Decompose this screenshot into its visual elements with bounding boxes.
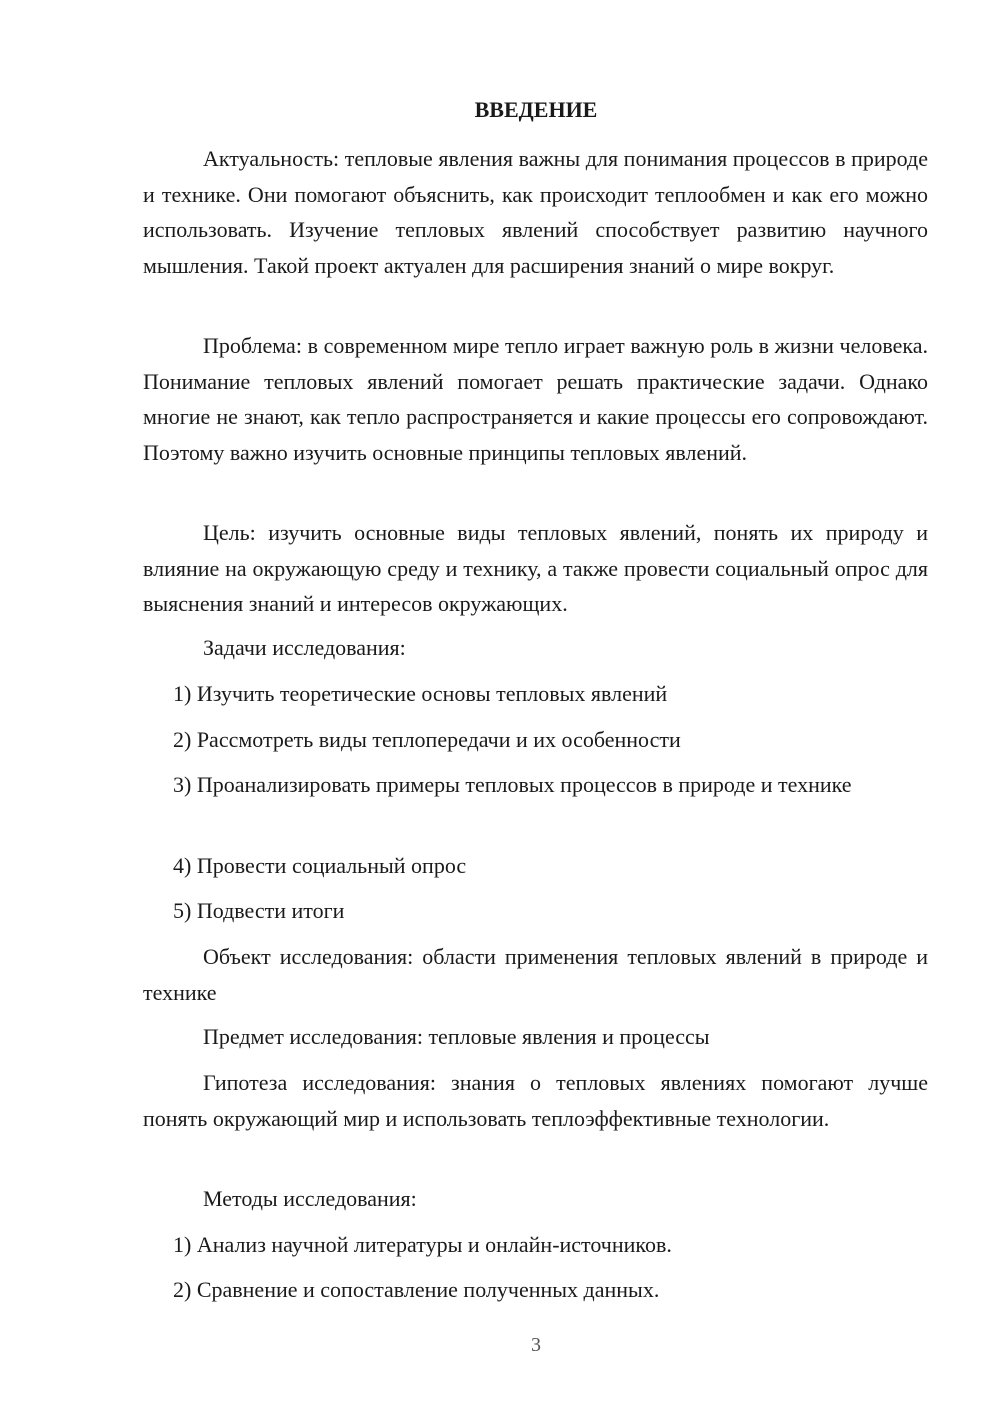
paragraph-subject: Предмет исследования: тепловые явления и процессы: [203, 1024, 710, 1049]
paragraph-methods-heading: Методы исследования:: [203, 1186, 417, 1211]
paragraph-object: Объект исследования: области применения тепловых явлений в природе и технике: [143, 944, 928, 1005]
list-item-method-2: 2) Сравнение и сопоставление полученных данных.: [173, 1277, 660, 1302]
paragraph-relevance: Актуальность: тепловые явления важны для понимания процессов в природе и технике. Они помогают объяснить, как происходит теплообмен и как его можно использовать. Изучение тепловых явлений способствует развитию научного мышления. Такой проект актуален для расширения знаний о мире вокруг.: [143, 146, 928, 278]
paragraph-hypothesis: Гипотеза исследования: знания о тепловых явлениях помогают лучше понять окружающий мир и использовать теплоэффективные технологии.: [143, 1070, 928, 1131]
page-title: ВВЕДЕНИЕ: [474, 97, 598, 122]
list-item-task-3: 3) Проанализировать примеры тепловых процессов в природе и технике: [173, 772, 852, 797]
list-item-task-2: 2) Рассмотреть виды теплопередачи и их особенности: [173, 727, 681, 752]
list-item-task-4: 4) Провести социальный опрос: [173, 853, 467, 878]
list-item-method-1: 1) Анализ научной литературы и онлайн-источников.: [173, 1232, 672, 1257]
paragraph-problem: Проблема: в современном мире тепло играет важную роль в жизни человека. Понимание тепловых явлений помогает решать практические задачи. Однако многие не знают, как тепло распространяется и какие процессы его сопровождают. Поэтому важно изучить основные принципы тепловых явлений.: [143, 333, 928, 465]
list-item-task-5: 5) Подвести итоги: [173, 898, 345, 923]
page-number: 3: [531, 1334, 541, 1356]
paragraph-goal: Цель: изучить основные виды тепловых явлений, понять их природу и влияние на окружающую среду и технику, а также провести социальный опрос для выяснения знаний и интересов окружающих.: [143, 520, 928, 616]
list-item-task-1: 1) Изучить теоретические основы тепловых явлений: [173, 681, 668, 706]
paragraph-tasks-heading: Задачи исследования:: [203, 635, 406, 660]
